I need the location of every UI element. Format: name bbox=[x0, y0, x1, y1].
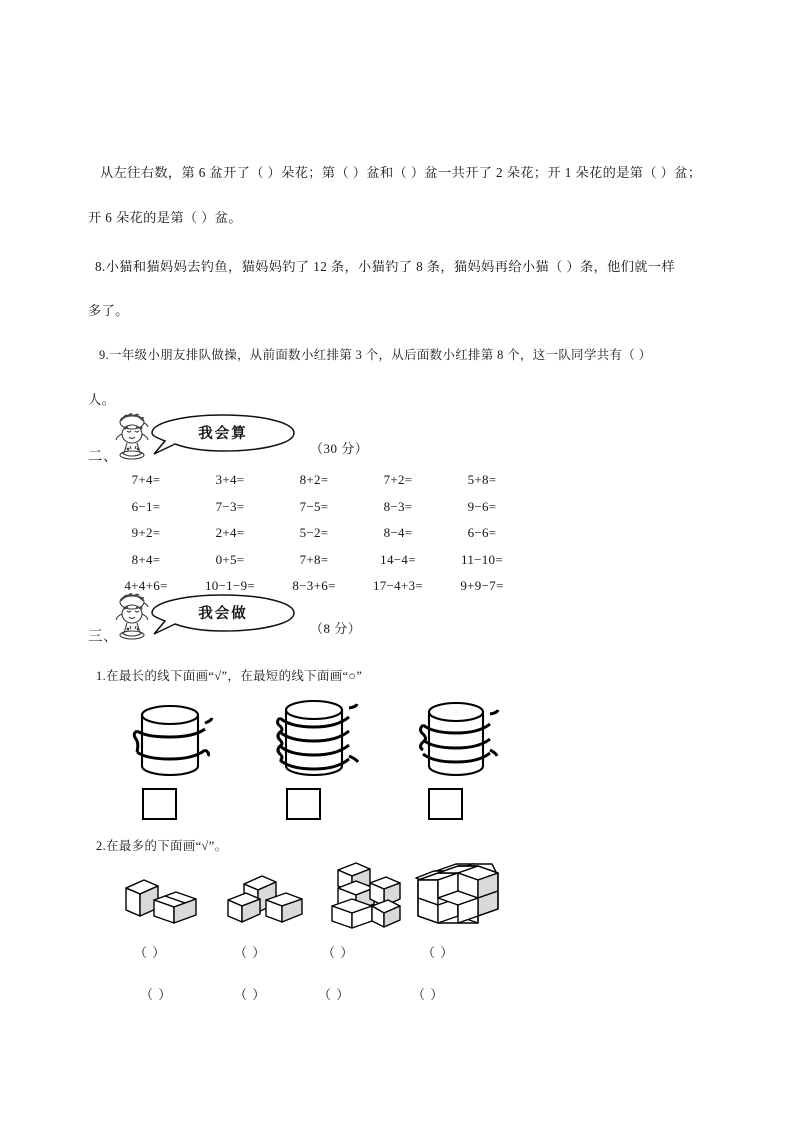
answer-box-cylinder-1[interactable] bbox=[142, 788, 177, 820]
calc-cell: 0+5= bbox=[215, 551, 245, 567]
question-7-continuation-line1: 从左往右数，第 6 盆开了（ ）朵花；第（ ）盆和（ ）盆一共开了 2 朵花；开 1 朵花的是第（ ）盆； bbox=[100, 165, 702, 180]
paren-answer[interactable]: （ ） bbox=[134, 945, 167, 960]
section-two-speech-bubble bbox=[148, 413, 298, 451]
question-9-line1: 9.一年级小朋友排队做操，从前面数小红排第 3 个，从后面数小红排第 8 个，这一队同学共有（ ） bbox=[99, 348, 652, 362]
section-two-bubble-label: 我会算 bbox=[198, 425, 248, 442]
block-figure-1 bbox=[120, 866, 202, 939]
paren-answer[interactable]: （ ） bbox=[234, 987, 267, 1002]
paren-answer[interactable]: （ ） bbox=[322, 945, 355, 960]
sub-question-2-text: 2.在最多的下面画“√”。 bbox=[96, 839, 228, 853]
cylinder-comparison-row bbox=[110, 700, 530, 820]
section-two-score: （30 分） bbox=[310, 441, 369, 456]
calc-cell: 6−6= bbox=[467, 525, 497, 540]
calc-cell: 11−10= bbox=[461, 551, 503, 567]
sub-question-1-text: 1.在最长的线下面画“√”，在最短的线下面画“○” bbox=[96, 669, 363, 683]
block-figure-4 bbox=[410, 862, 510, 939]
arithmetic-grid bbox=[104, 472, 524, 594]
paren-answer[interactable]: （ ） bbox=[234, 945, 267, 960]
calc-cell: 7−3= bbox=[215, 498, 245, 514]
section-three-number: 三、 bbox=[88, 629, 118, 645]
block-figure-3 bbox=[324, 858, 406, 939]
question-8-line2: 多了。 bbox=[88, 303, 129, 318]
calc-cell: 7+2= bbox=[383, 472, 413, 487]
calc-cell: 8−3+6= bbox=[292, 578, 336, 593]
cylinder-rope-3-turns bbox=[410, 696, 502, 795]
section-three-bubble-label: 我会做 bbox=[198, 605, 248, 622]
calc-cell: 8−4= bbox=[383, 525, 413, 540]
cylinder-rope-4-turns bbox=[268, 694, 360, 795]
paren-answer[interactable]: （ ） bbox=[140, 987, 173, 1002]
calc-cell: 8+2= bbox=[299, 472, 329, 487]
calc-cell: 4+4+6= bbox=[124, 578, 168, 593]
section-three-speech-bubble bbox=[148, 593, 298, 631]
calc-cell: 10−1−9= bbox=[204, 578, 256, 593]
paren-answer[interactable]: （ ） bbox=[422, 945, 455, 960]
question-7-continuation-line2: 开 6 朵花的是第（ ）盆。 bbox=[88, 210, 242, 225]
calc-cell: 7+8= bbox=[299, 551, 329, 567]
calc-cell: 3+4= bbox=[215, 472, 245, 487]
calc-cell: 9−6= bbox=[467, 498, 497, 514]
calc-cell: 2+4= bbox=[215, 525, 245, 540]
paren-answer[interactable]: （ ） bbox=[412, 987, 445, 1002]
question-8-line1: 8.小猫和猫妈妈去钓鱼，猫妈妈钓了 12 条，小猫钓了 8 条，猫妈妈再给小猫（ ）条，他们就一样 bbox=[95, 259, 676, 274]
block-figure-2 bbox=[222, 866, 304, 939]
section-three-score: （8 分） bbox=[310, 621, 362, 636]
answer-box-cylinder-3[interactable] bbox=[428, 788, 463, 820]
calc-cell: 5+8= bbox=[467, 472, 497, 487]
question-9-line2: 人。 bbox=[88, 392, 116, 407]
calc-cell: 8−3= bbox=[383, 498, 413, 514]
calc-cell: 7−5= bbox=[299, 498, 329, 514]
calc-cell: 8+4= bbox=[131, 551, 161, 567]
section-two-header bbox=[88, 412, 488, 468]
cylinder-rope-2-turns bbox=[124, 700, 216, 795]
block-figures-row bbox=[110, 858, 530, 948]
section-two-number: 二、 bbox=[88, 449, 118, 465]
calc-cell: 17−4+3= bbox=[372, 578, 424, 593]
calc-cell: 5−2= bbox=[299, 525, 329, 540]
answer-box-cylinder-2[interactable] bbox=[286, 788, 321, 820]
section-three-header bbox=[88, 592, 488, 648]
paren-answer[interactable]: （ ） bbox=[318, 987, 351, 1002]
calc-cell: 7+4= bbox=[131, 472, 161, 487]
calc-cell: 9+9−7= bbox=[460, 578, 504, 593]
calc-cell: 6−1= bbox=[131, 498, 161, 514]
calc-cell: 9+2= bbox=[131, 525, 161, 540]
calc-cell: 14−4= bbox=[380, 551, 416, 567]
